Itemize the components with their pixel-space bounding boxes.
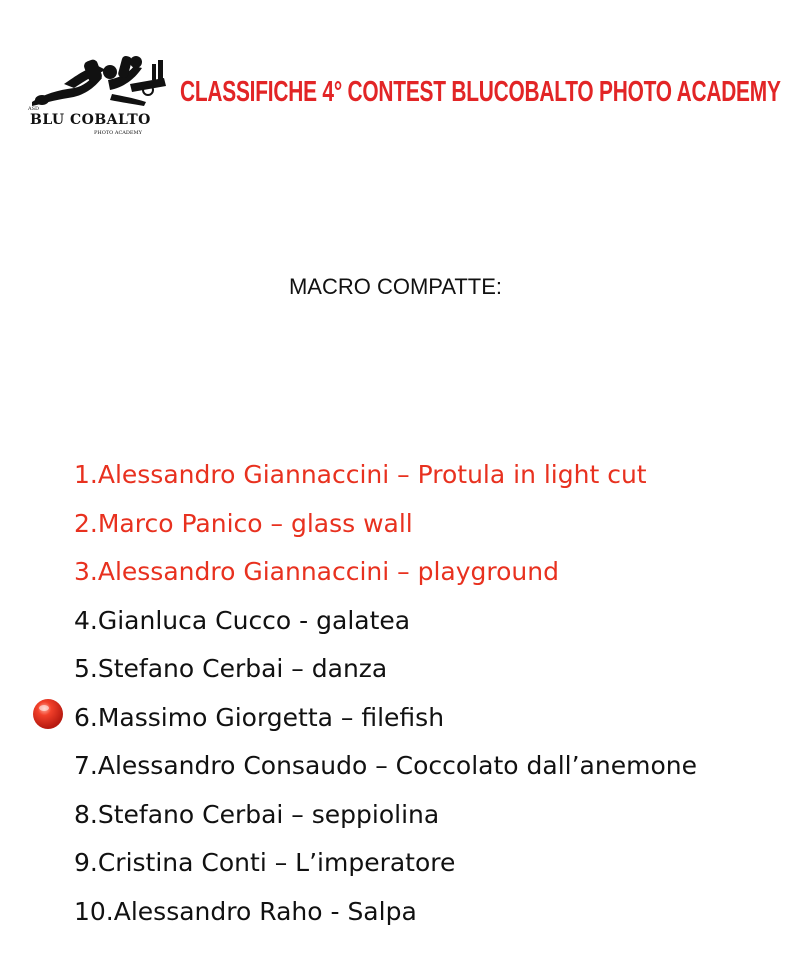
logo-small-text: ASD	[28, 106, 40, 112]
list-item: 3.Alessandro Giannaccini – playground	[74, 557, 559, 586]
brand-logo	[24, 50, 174, 142]
section-title: MACRO COMPATTE:	[288, 274, 503, 299]
list-item: 6.Massimo Giorgetta – filefish	[74, 702, 445, 732]
list-item: 2.Marco Panico – glass wall	[74, 508, 413, 538]
list-item: 5.Stefano Cerbai – danza	[74, 654, 388, 683]
list-item: 10.Alessandro Raho - Salpa	[74, 896, 417, 926]
list-item: 9.Cristina Conti – L’imperatore	[74, 848, 456, 877]
ranking-list	[74, 451, 697, 936]
list-item: 4.Gianluca Cucco - galatea	[74, 605, 411, 635]
logo-name: BLU COBALTO	[30, 112, 151, 128]
list-item: 1.Alessandro Giannaccini – Protula in light cut	[74, 460, 647, 489]
page-title: CLASSIFICHE 4° CONTEST BLUCOBALTO PHOTO ACADEMY	[180, 76, 781, 108]
red-ball-icon	[32, 698, 64, 730]
scuba-divers-logo-icon	[24, 50, 174, 112]
list-item: 8.Stefano Cerbai – seppiolina	[74, 799, 440, 829]
logo-subtitle: PHOTO ACADEMY	[94, 130, 142, 136]
list-item: 7.Alessandro Consaudo – Coccolato dall’anemone	[74, 751, 697, 780]
